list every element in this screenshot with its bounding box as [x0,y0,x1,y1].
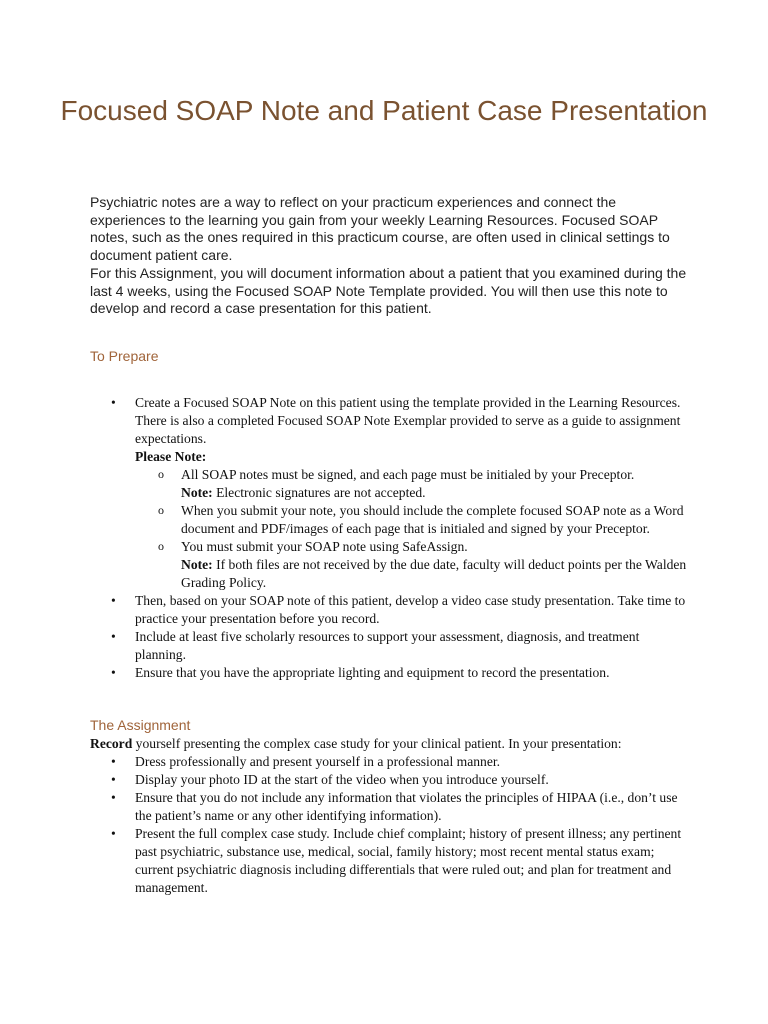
record-text: yourself presenting the complex case study for your clinical patient. In your presentation: [132,736,622,751]
list-item-text: Ensure that you have the appropriate lighting and equipment to record the presentation. [135,665,610,680]
page-title: Focused SOAP Note and Patient Case Presentation [60,95,708,126]
note-text: If both files are not received by the due date, faculty will deduct points per the Walden Grading Policy. [181,557,687,590]
note-label: Note: [181,557,213,572]
list-item [90,628,690,664]
sublist-item-text: When you submit your note, you should include the complete focused SOAP note as a Word document and PDF/images of each page that is initialed and signed by your Preceptor. [181,503,684,536]
record-paragraph [90,735,690,753]
sublist-item [135,502,690,538]
intro-paragraph-1: Psychiatric notes are a way to reflect on your practicum experiences and connect the experiences to the learning you gain from your weekly Learning Resources. Focused SOAP notes, such as the ones required in this practicum course, are often used in clinical settings to document patient care. [90,194,670,264]
intro-paragraph-2: For this Assignment, you will document information about a patient that you examined during the last 4 weeks, using the Focused SOAP Note Template provided. You will then use this note to develop and record a case presentation for this patient. [90,264,687,317]
sublist-item [135,538,690,592]
list-item-text: Ensure that you do not include any information that violates the principles of HIPAA (i.e., don’t use the patient’s name or any other identifying information). [135,790,678,823]
assignment-section [90,735,690,897]
assignment-list [90,753,690,897]
note-label: Note: [181,485,213,500]
please-note-sublist [135,466,690,592]
list-item-text: Dress professionally and present yourself in a professional manner. [135,754,501,769]
list-item [90,825,690,897]
list-item-text: Create a Focused SOAP Note on this patient using the template provided in the Learning Resources. There is also a completed Focused SOAP Note Exemplar provided to serve as a guide to assignment expectations. [135,395,681,446]
to-prepare-list [90,394,690,682]
list-item [90,664,690,682]
list-item [90,592,690,628]
please-note-label: Please Note: [135,449,207,464]
record-label: Record [90,736,133,751]
list-item [90,771,690,789]
list-item [90,394,690,592]
sublist-item-text: You must submit your SOAP note using SafeAssign. [181,539,468,554]
list-item-text: Then, based on your SOAP note of this patient, develop a video case study presentation. Take time to practice your presentation before you record. [135,593,686,626]
to-prepare-heading: To Prepare [90,348,159,364]
list-item-text: Display your photo ID at the start of the video when you introduce yourself. [135,772,549,787]
intro-section [90,194,690,318]
list-item [90,789,690,825]
list-item-text: Include at least five scholarly resources to support your assessment, diagnosis, and treatment planning. [135,629,640,662]
sublist-item-text: All SOAP notes must be signed, and each page must be initialed by your Preceptor. [181,467,635,482]
list-item-text: Present the full complex case study. Include chief complaint; history of present illness; any pertinent past psychiatric, substance use, medical, social, family history; most recent mental status exam; current psychiatric diagnosis including differentials that were ruled out; and plan for treatment and management. [135,826,682,895]
note-text: Electronic signatures are not accepted. [212,485,426,500]
assignment-heading: The Assignment [90,717,191,733]
list-item [90,753,690,771]
sublist-item [135,466,690,502]
